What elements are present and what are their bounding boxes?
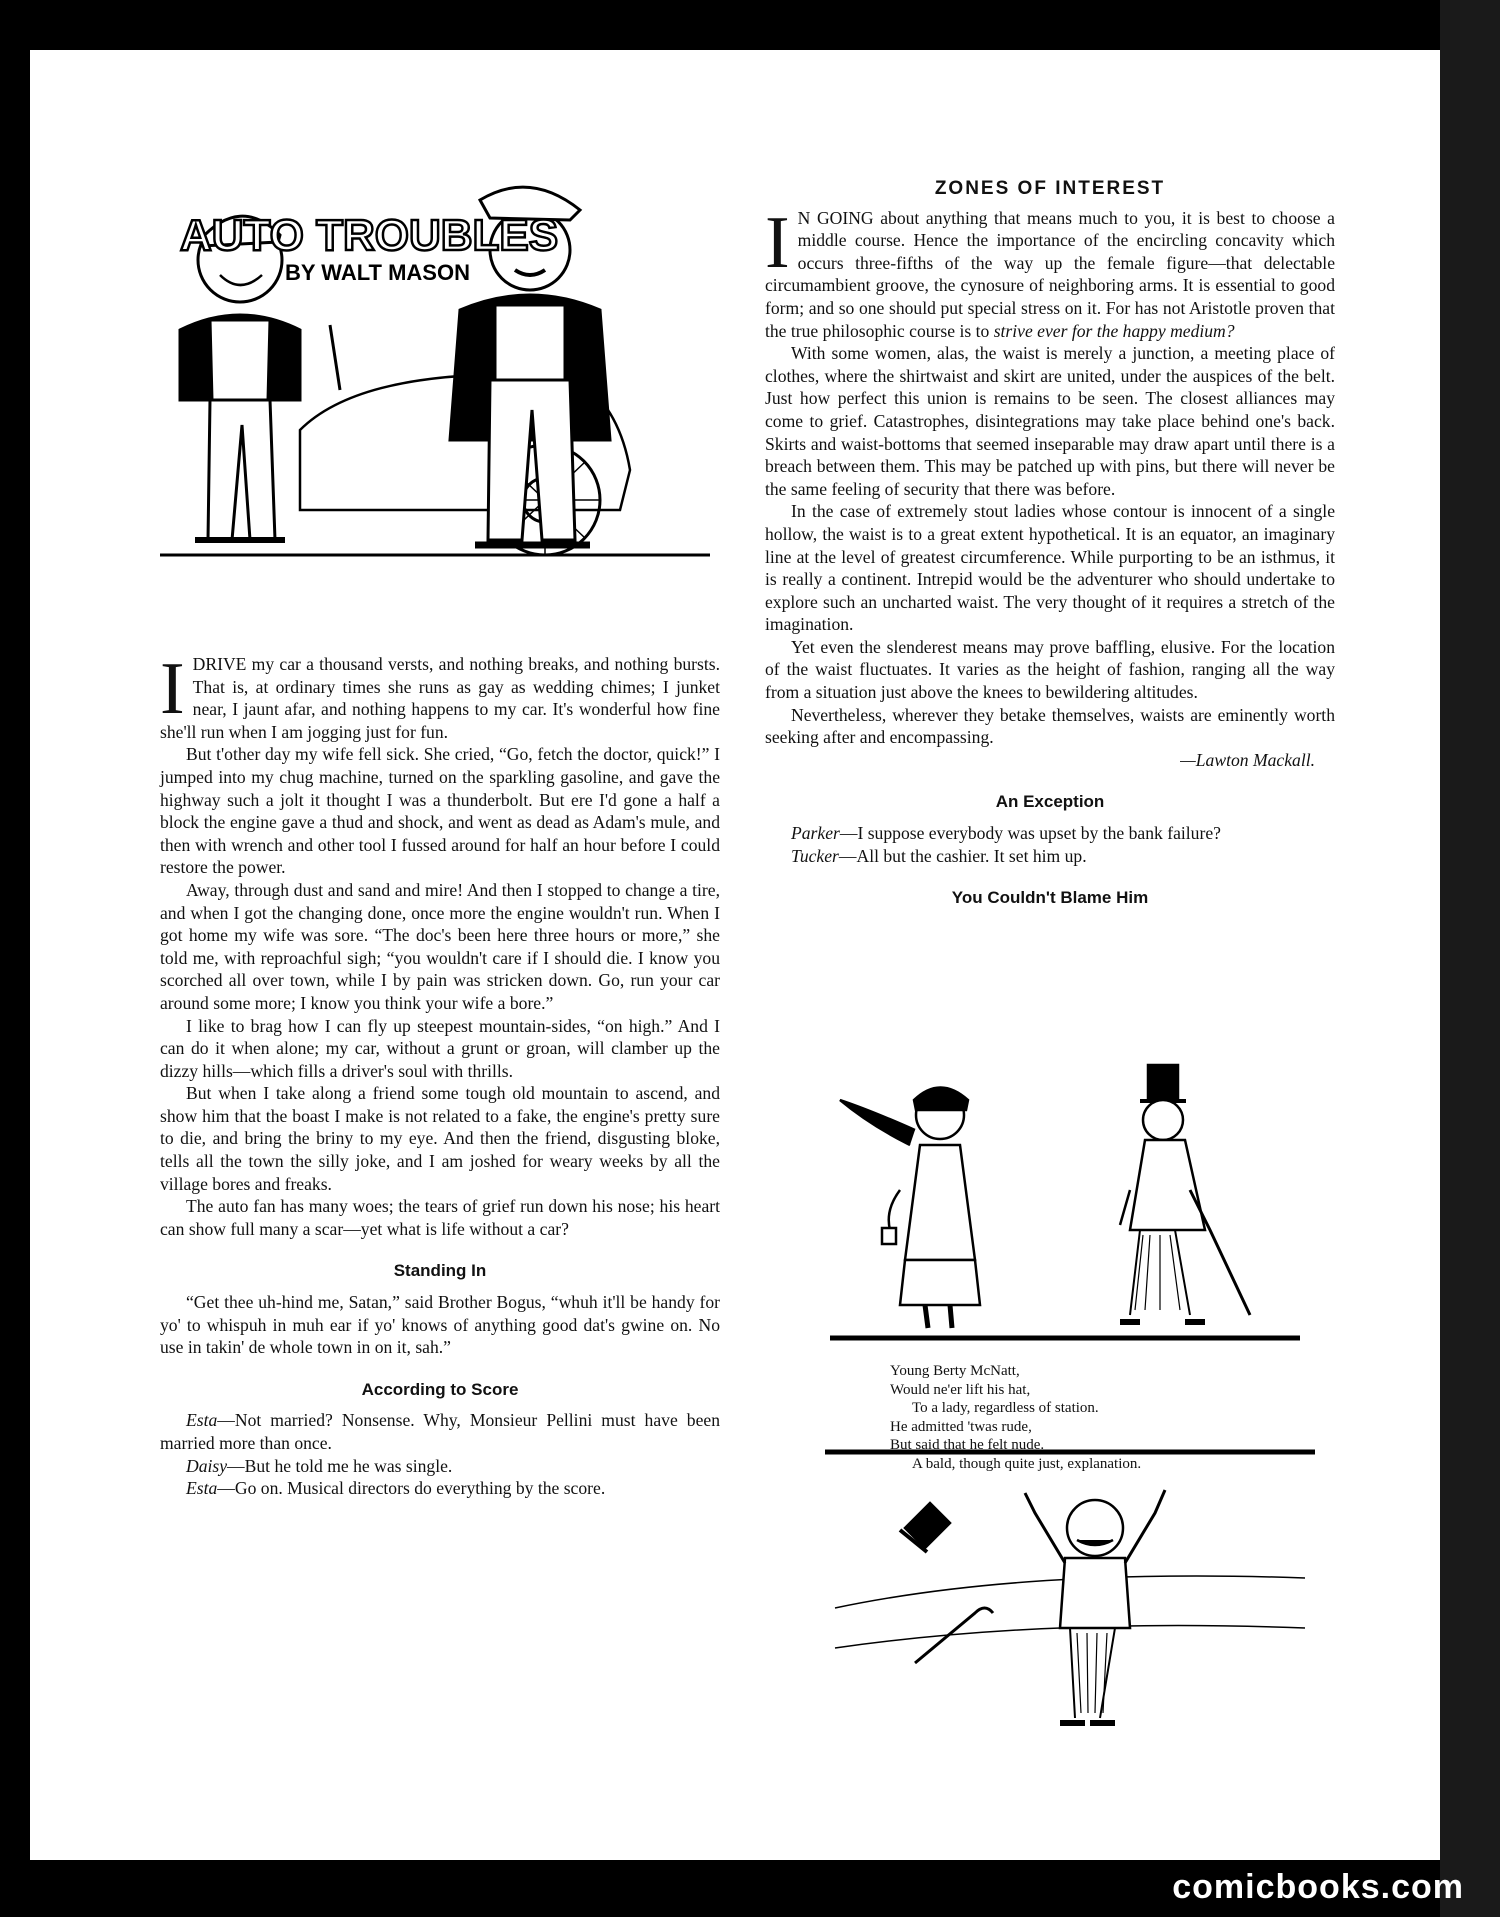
zones-paragraph: Yet even the slenderest means may prove baffling, elusive. For the location of the waist fluctuates. It varies as the height of fashion, ranging all the way from a situation just above the knees to bewildering altitudes. xyxy=(765,636,1335,703)
poem-line: Would ne'er lift his hat, xyxy=(890,1381,1031,1398)
left-column xyxy=(160,648,720,1500)
zones-signature: —Lawton Mackall. xyxy=(1180,749,1315,770)
auto-paragraph: Away, through dust and sand and mire! And then I stopped to change a tire, and when I got the changing done, once more the engine wouldn't run. When I got home my wife was sore. “The doc's been here three hours or more,” she told me, with reproachful sigh; “you wouldn't care if I should die. I know you scorched all over town, while I by pain was stricken down. Go, run your car around some more; I know you think your wife a bore.” xyxy=(160,879,720,1013)
auto-paragraph: IDRIVE my car a thousand versts, and nothing breaks, and nothing bursts. That is, at ordinary times she runs as gay as wedding chimes; I junket near, I jaunt afar, and nothing happens to my car. It's wonderful how fine she'll run when I am jogging just for fun. xyxy=(160,648,720,742)
poem-line: To a lady, regardless of station. xyxy=(912,1400,1099,1416)
dialogue-line: Esta—Not married? Nonsense. Why, Monsieur Pellini must have been married more than once. xyxy=(160,1410,720,1453)
dialogue-line: Parker—I suppose everybody was upset by the bank failure? xyxy=(791,823,1221,844)
dialogue-line: Daisy—But he told me he was single. xyxy=(186,1455,453,1476)
zones-paragraph: In the case of extremely stout ladies whose contour is innocent of a single hollow, the waist is to a great extent hypothetical. It is an equator, an imaginary line at the level of greatest circumference. While purporting to be an isthmus, it is really a continent. Intrepid would be the adventurer who should undertake to explore such an uncharted waist. The very thought of it requires a stretch of the imagination. xyxy=(765,501,1335,635)
drop-cap: I xyxy=(765,201,790,284)
zones-heading: ZONES OF INTEREST xyxy=(934,178,1166,199)
poem-line: He admitted 'twas rude, xyxy=(890,1418,1032,1435)
zones-paragraph: With some women, alas, the waist is merely a junction, a meeting place of clothes, where the shirtwaist and skirt are united, under the auspices of the belt. Just how perfect this union is remains to be seen. The closest alliances may come to grief. Catastrophes, disintegrations may take place behind one's back. Skirts and waist-bottoms that seemed inseparable may draw apart until there is a breach between them. This may be patched up with pins, but there will never be the same feeling of security that there was before. xyxy=(765,343,1335,499)
site-watermark: comicbooks.com xyxy=(1172,1868,1464,1906)
drop-cap: I xyxy=(160,648,185,730)
poem-line: Young Berty McNatt, xyxy=(890,1363,1020,1379)
auto-paragraph: But when I take along a friend some tough old mountain to ascend, and show him that the boast I make is not related to a fake, the engine's pretty sure to die, and bring the briny to my eye. And then the friend, disgusting bloke, tells all the town the silly joke, and I am joshed for weary weeks by all the village bores and freaks. xyxy=(160,1083,720,1194)
dialogue-line: Esta—Go on. Musical directors do everything by the score. xyxy=(186,1478,606,1499)
lady-gentleman-cartoon xyxy=(830,1060,1300,1345)
auto-troubles-cartoon xyxy=(150,180,720,570)
blame-heading: You Couldn't Blame Him xyxy=(951,888,1149,908)
exception-heading: An Exception xyxy=(995,792,1105,812)
bald-man-cartoon xyxy=(825,1448,1315,1738)
poem-line: A bald, though quite just, explanation. xyxy=(912,1455,1142,1472)
zones-paragraph: Nevertheless, wherever they betake themselves, waists are eminently worth seeking after and encompassing. xyxy=(765,704,1335,748)
cartoon-title: AUTO TROUBLES xyxy=(180,211,559,260)
zones-paragraph: I N GOING about anything that means much to you, it is best to choose a middle course. Hence the importance of the encircling concavity which occurs three-fifths of the way up the female figure—that delectable circumambient groove, the cynosure of neighboring arms. It is essential to good form; and so one should put special stress on it. For has not Aristotle proven that the true philosophic course is to strive ever for the happy medium? xyxy=(765,201,1335,341)
binding-spine xyxy=(1440,0,1500,1917)
standing-in-text: “Get thee uh-hind me, Satan,” said Brother Bogus, “whuh it'll be handy for yo' to whispuh in muh ear if yo' knows of anything good dat's gwine on. No use in takin' de whole town in on it, sah.” xyxy=(160,1292,720,1358)
auto-paragraph: The auto fan has many woes; the tears of grief run down his nose; his heart can show full many a scar—yet what is life without a car? xyxy=(160,1196,720,1239)
dialogue-line: Tucker—All but the cashier. It set him up. xyxy=(791,845,1087,866)
cartoon-byline: BY WALT MASON xyxy=(285,260,470,285)
poem-line: But said that he felt nude. xyxy=(890,1437,1045,1453)
according-to-score-heading: According to Score xyxy=(361,1379,519,1399)
auto-paragraph: But t'other day my wife fell sick. She cried, “Go, fetch the doctor, quick!” I jumped into my chug machine, turned on the sparkling gasoline, and gave the highway such a jolt it thought I was a thunderbolt. But ere I'd gone a half a block the engine gave a thud and shock, and went as dead as Adam's mule, and then with wrench and other tool I fussed around for half an hour before I could restore the power. xyxy=(160,744,720,878)
magazine-page xyxy=(30,50,1440,1860)
right-column xyxy=(765,178,1335,918)
auto-paragraph: I like to brag how I can fly up steepest mountain-sides, “on high.” And I can do it when alone; my car, without a grunt or groan, will clamber up the dizzy hills—which fills a driver's soul with thrills. xyxy=(160,1015,720,1081)
standing-in-heading: Standing In xyxy=(393,1261,487,1281)
